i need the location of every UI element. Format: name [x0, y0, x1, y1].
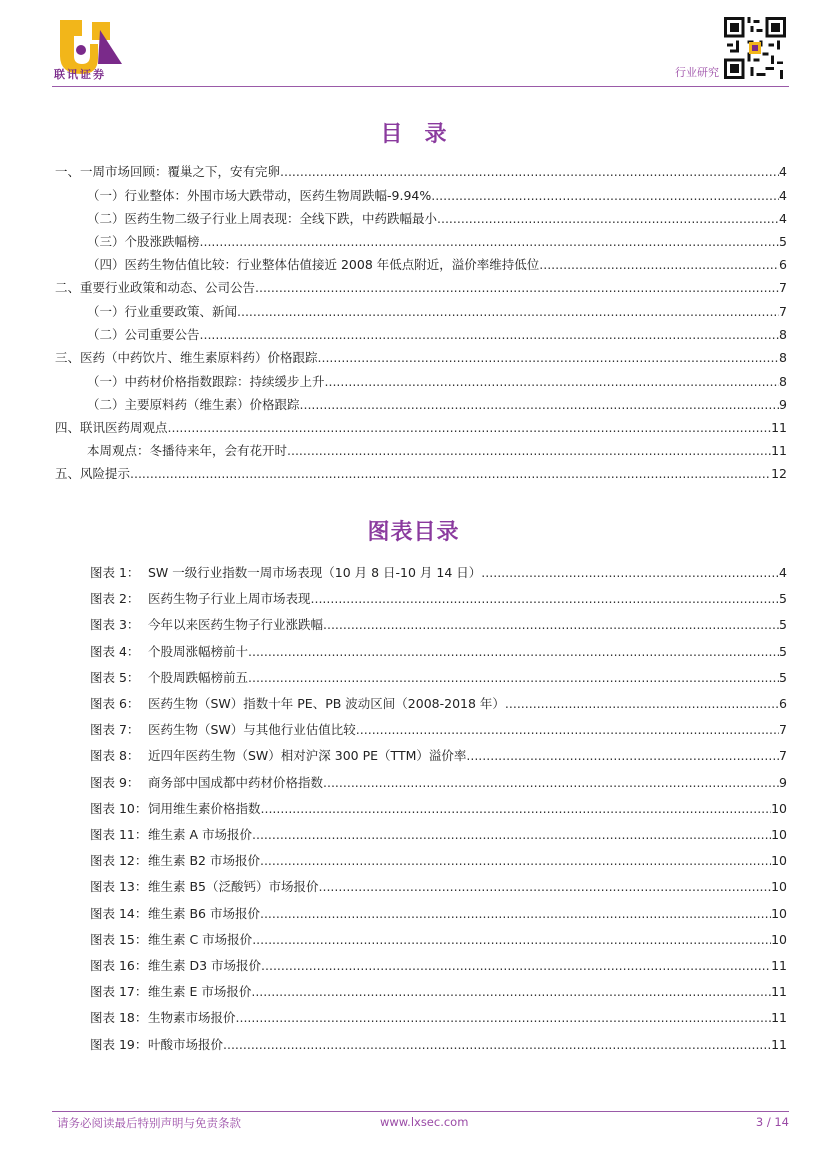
figure-item[interactable] — [90, 670, 787, 686]
figure-item-label: 商务部中国成都中药材价格指数 — [148, 775, 324, 790]
figure-item-label: 维生素 B5（泛酸钙）市场报价 — [148, 879, 319, 894]
figure-item-label: 维生素 A 市场报价 — [148, 827, 252, 842]
figure-item-number: 图表 7： — [90, 722, 140, 737]
figure-item-label: 维生素 C 市场报价 — [148, 932, 253, 947]
figure-item-label: 医药生物（SW）与其他行业估值比较 — [148, 722, 356, 737]
toc-item-label: 二、重要行业政策和动态、公司公告 — [55, 280, 256, 295]
toc-item[interactable] — [87, 397, 787, 413]
figure-item-page: 6 — [779, 696, 787, 711]
figure-item-page: 10 — [771, 906, 787, 921]
toc-leader-dots — [200, 234, 780, 250]
figure-item-page: 7 — [779, 722, 787, 737]
figure-item-number: 图表 11： — [90, 827, 148, 842]
page-number: 3 / 14 — [755, 1115, 789, 1129]
figure-item-number: 图表 9： — [90, 775, 140, 790]
figure-item-number: 图表 2： — [90, 591, 140, 606]
toc-leader-dots — [300, 397, 780, 413]
logo-text: 联讯证券 — [54, 68, 106, 81]
figure-leader-dots — [252, 932, 771, 948]
toc-item-label: 四、联讯医药周观点 — [55, 420, 168, 435]
figure-leader-dots — [311, 591, 780, 607]
toc-item-page: 4 — [779, 188, 787, 203]
figure-item-number: 图表 17： — [90, 984, 148, 999]
figure-item-number: 图表 18： — [90, 1010, 148, 1025]
toc-item[interactable] — [55, 466, 787, 482]
toc-item-label: （二）医药生物二级子行业上周表现：全线下跌，中药跌幅最小 — [87, 211, 438, 226]
figure-item-number: 图表 14： — [90, 906, 148, 921]
figure-item[interactable] — [90, 879, 787, 895]
toc-item[interactable] — [55, 164, 787, 180]
toc-leader-dots — [255, 280, 779, 296]
toc-item-label: （一）行业整体：外围市场大跌带动，医药生物周跌幅-9.94% — [87, 188, 432, 203]
figure-leader-dots — [260, 906, 771, 922]
toc-leader-dots — [280, 164, 779, 180]
figure-item-label: 叶酸市场报价 — [148, 1037, 224, 1052]
figure-item[interactable] — [90, 722, 787, 738]
figure-leader-dots — [261, 801, 772, 817]
figure-item-label: 饲用维生素价格指数 — [148, 801, 261, 816]
toc-item-label: 三、医药（中药饮片、维生素原料药）价格跟踪 — [55, 350, 318, 365]
toc-item-label: 本周观点：冬播待来年，会有花开时 — [87, 443, 288, 458]
figure-item-page: 10 — [771, 853, 787, 868]
figure-item-number: 图表 16： — [90, 958, 148, 973]
figure-item-page: 11 — [771, 1010, 787, 1025]
figure-item-page: 10 — [771, 879, 787, 894]
figure-leader-dots — [260, 853, 771, 869]
figure-item-number: 图表 13： — [90, 879, 148, 894]
figure-item-label: SW 一级行业指数一周市场表现（10 月 8 日-10 月 14 日） — [148, 565, 482, 580]
toc-item-page: 7 — [779, 304, 787, 319]
toc-item[interactable] — [87, 211, 787, 227]
document-type: 行业研究 — [675, 66, 719, 79]
toc-item-page: 4 — [779, 164, 787, 179]
figure-item-number: 图表 8： — [90, 748, 140, 763]
figure-item-page: 10 — [771, 932, 787, 947]
figure-item[interactable] — [90, 748, 787, 764]
figure-item-page: 4 — [779, 565, 787, 580]
figure-item-number: 图表 12： — [90, 853, 148, 868]
toc-leader-dots — [539, 257, 779, 273]
figure-leader-dots — [251, 984, 771, 1000]
toc-item-page: 8 — [779, 350, 787, 365]
figure-leader-dots — [356, 722, 779, 738]
figure-item-label: 维生素 E 市场报价 — [148, 984, 252, 999]
toc-item-page: 4 — [779, 211, 787, 226]
toc-item-label: （四）医药生物估值比较：行业整体估值接近 2008 年低点附近，溢价率维持低位 — [87, 257, 540, 272]
header-divider — [52, 86, 789, 87]
figure-item-label: 医药生物子行业上周市场表现 — [148, 591, 311, 606]
figure-leader-dots — [248, 644, 779, 660]
toc-item-label: 一、一周市场回顾：覆巢之下，安有完卵 — [55, 164, 281, 179]
toc-title: 目录 — [380, 122, 469, 147]
figure-leader-dots — [481, 565, 779, 581]
toc-item-page: 7 — [779, 280, 787, 295]
figure-item-number: 图表 19： — [90, 1037, 148, 1052]
figure-item[interactable] — [90, 1010, 787, 1026]
toc-item-page: 11 — [771, 443, 787, 458]
figure-item[interactable] — [90, 853, 787, 869]
toc-item-page: 9 — [779, 397, 787, 412]
figure-item-label: 维生素 B2 市场报价 — [148, 853, 260, 868]
toc-item-page: 11 — [771, 420, 787, 435]
figure-leader-dots — [248, 670, 779, 686]
figure-item-number: 图表 6： — [90, 696, 140, 711]
figure-item-page: 11 — [771, 958, 787, 973]
figure-item[interactable] — [90, 696, 787, 712]
figure-item-label: 近四年医药生物（SW）相对沪深 300 PE（TTM）溢价率 — [148, 748, 467, 763]
figure-item-label: 个股周涨幅榜前十 — [148, 644, 249, 659]
footer-divider — [52, 1111, 789, 1112]
figure-list-title: 图表目录 — [367, 520, 460, 545]
figure-leader-dots — [236, 1010, 772, 1026]
figure-item[interactable] — [90, 644, 787, 660]
toc-item[interactable] — [87, 327, 787, 343]
toc-leader-dots — [431, 188, 779, 204]
toc-leader-dots — [237, 304, 779, 320]
figure-leader-dots — [319, 879, 772, 895]
figure-item-page: 7 — [779, 748, 787, 763]
figure-item-page: 11 — [771, 984, 787, 999]
toc-item-label: （一）中药材价格指数跟踪：持续缓步上升 — [87, 374, 325, 389]
toc-leader-dots — [325, 374, 780, 390]
figure-leader-dots — [505, 696, 779, 712]
figure-item-label: 维生素 B6 市场报价 — [148, 906, 260, 921]
figure-item-number: 图表 3： — [90, 617, 140, 632]
toc-leader-dots — [200, 327, 780, 343]
figure-item-label: 医药生物（SW）指数十年 PE、PB 波动区间（2008-2018 年） — [148, 696, 505, 711]
toc-item-page: 8 — [779, 374, 787, 389]
toc-item[interactable] — [55, 280, 787, 296]
figure-item-label: 生物素市场报价 — [148, 1010, 236, 1025]
toc-leader-dots — [287, 443, 771, 459]
figure-item[interactable] — [90, 565, 787, 581]
toc-item[interactable] — [55, 350, 787, 366]
figure-item-number: 图表 10： — [90, 801, 148, 816]
toc-item-page: 12 — [771, 466, 787, 481]
figure-item[interactable] — [90, 932, 787, 948]
figure-item[interactable] — [90, 906, 787, 922]
figure-item-label: 个股周跌幅榜前五 — [148, 670, 249, 685]
toc-item[interactable] — [87, 304, 787, 320]
toc-item-page: 8 — [779, 327, 787, 342]
toc-item-page: 6 — [779, 257, 787, 272]
figure-item-number: 图表 5： — [90, 670, 140, 685]
figure-item-page: 5 — [779, 591, 787, 606]
toc-item[interactable] — [87, 257, 787, 273]
figure-item-number: 图表 15： — [90, 932, 148, 947]
figure-item[interactable] — [90, 591, 787, 607]
figure-leader-dots — [223, 1037, 771, 1053]
figure-item[interactable] — [90, 775, 787, 791]
figure-item[interactable] — [90, 984, 787, 1000]
toc-item-page: 5 — [779, 234, 787, 249]
figure-leader-dots — [261, 958, 771, 974]
figure-item-page: 5 — [779, 617, 787, 632]
figure-item-page: 5 — [779, 644, 787, 659]
toc-item[interactable] — [87, 234, 787, 250]
figure-item-page: 10 — [771, 801, 787, 816]
toc-leader-dots — [318, 350, 780, 366]
figure-item-page: 5 — [779, 670, 787, 685]
toc-item-label: （三）个股涨跌幅榜 — [87, 234, 200, 249]
toc-leader-dots — [437, 211, 779, 227]
figure-item-page: 10 — [771, 827, 787, 842]
figure-item[interactable] — [90, 827, 787, 843]
figure-leader-dots — [466, 748, 779, 764]
figure-item-number: 图表 1： — [90, 565, 140, 580]
qr-code-icon — [724, 17, 786, 79]
figure-item-label: 维生素 D3 市场报价 — [148, 958, 262, 973]
figure-item-number: 图表 4： — [90, 644, 140, 659]
toc-leader-dots — [168, 420, 772, 436]
figure-item[interactable] — [90, 617, 787, 633]
figure-item-label: 今年以来医药生物子行业涨跌幅 — [148, 617, 324, 632]
figure-item[interactable] — [90, 801, 787, 817]
toc-item-label: 五、风险提示 — [55, 466, 131, 481]
toc-item-label: （一）行业重要政策、新闻 — [87, 304, 238, 319]
figure-leader-dots — [252, 827, 771, 843]
toc-item[interactable] — [87, 188, 787, 204]
footer-url[interactable]: www.lxsec.com — [380, 1115, 469, 1129]
toc-item-label: （二）公司重要公告 — [87, 327, 200, 342]
toc-item-label: （二）主要原料药（维生素）价格跟踪 — [87, 397, 300, 412]
figure-leader-dots — [323, 775, 779, 791]
figure-item[interactable] — [90, 1037, 787, 1053]
toc-item[interactable] — [87, 443, 787, 459]
toc-item[interactable] — [87, 374, 787, 390]
toc-leader-dots — [130, 466, 771, 482]
figure-item-page: 11 — [771, 1037, 787, 1052]
figure-item-page: 9 — [779, 775, 787, 790]
footer-disclaimer: 请务必阅读最后特别声明与免责条款 — [57, 1116, 241, 1130]
toc-item[interactable] — [55, 420, 787, 436]
figure-item[interactable] — [90, 958, 787, 974]
figure-leader-dots — [323, 617, 779, 633]
